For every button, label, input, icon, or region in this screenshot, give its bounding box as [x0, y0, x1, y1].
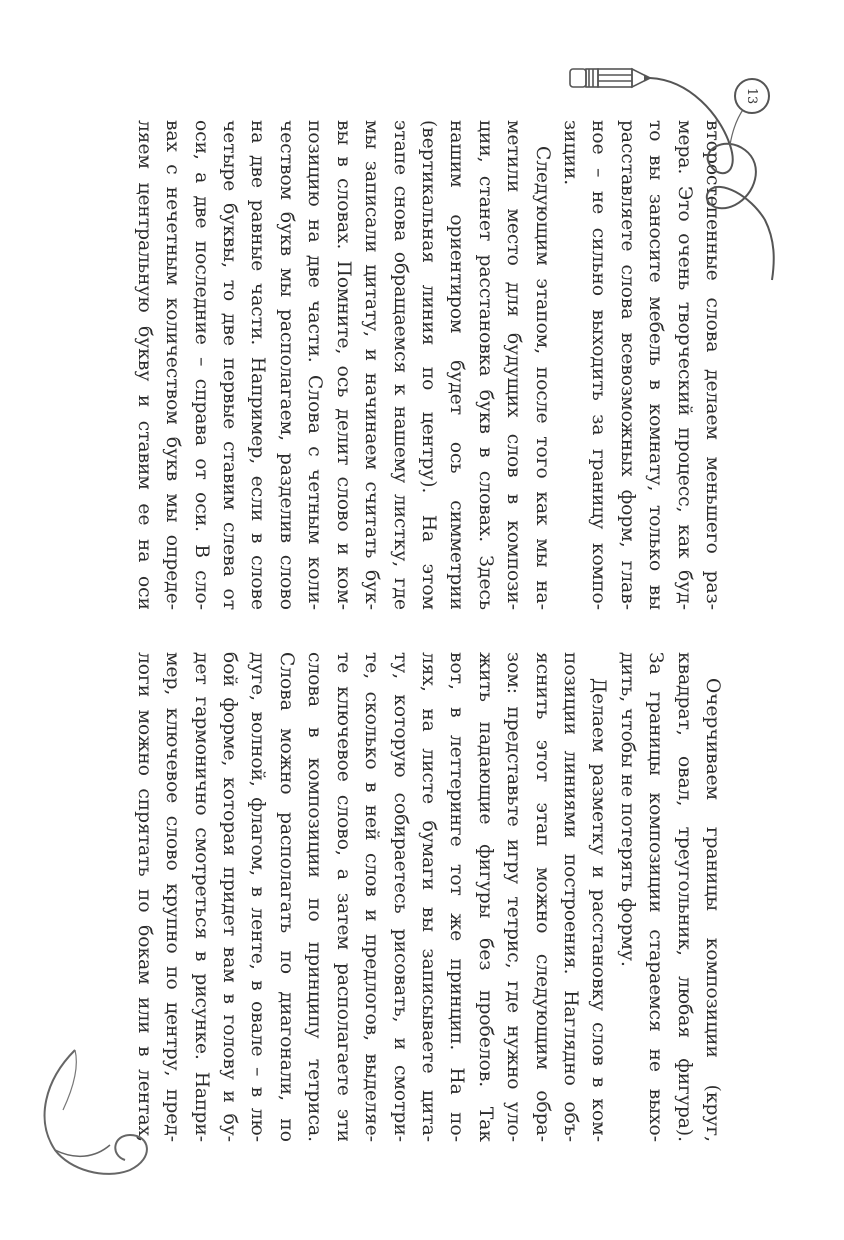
text-line: квадрат, овал, треугольник, любая фигура).	[673, 652, 695, 1142]
text-line: на две равные части. Например, если в слове	[247, 120, 269, 610]
text-line: то вы заносите мебель в комнату, только вы	[645, 120, 667, 610]
text-line: зиции.	[559, 120, 581, 186]
text-line: яснить этот этап можно следующим обра-	[531, 652, 553, 1142]
text-line: логи можно спрятать по бокам или в лентах,	[133, 652, 155, 1142]
text-line: лях, на листе бумаги вы записываете цита-	[417, 652, 439, 1142]
text-line: бой форме, которая придет вам в голову и бу-	[219, 652, 241, 1142]
text-line: зом: представьте игру тетрис, где нужно уло-	[503, 652, 525, 1142]
text-line: (вертикальная линия по центру). На этом	[417, 120, 439, 610]
text-line: мы записали цитату, и начинаем считать бук-	[361, 120, 383, 610]
text-line: позицию на две части. Слова с четным коли-	[304, 120, 326, 610]
page-number: 13	[734, 78, 770, 114]
text-line: те ключевое слово, а затем располагаете эти	[332, 652, 354, 1142]
text-line: оси, а две последние – справа от оси. В сло-	[190, 120, 212, 610]
flourish-ornament-icon	[35, 1040, 165, 1190]
text-line: расставляете слова всевозможных форм, глав-	[616, 120, 638, 610]
text-line: те, сколько в ней слов и предлогов, выделяе-	[361, 652, 383, 1142]
text-line: четыре буквы, то две первые ставим слева от	[219, 120, 241, 610]
text-line: второстепенные слова делаем меньшего раз-	[702, 120, 723, 610]
text-line: слова в композиции по принципу тетриса.	[304, 652, 326, 1142]
text-line: нашим ориентиром будет ось симметрии	[446, 120, 468, 610]
text-line: мер, ключевое слово крупно по центру, пред-	[162, 652, 184, 1142]
text-line: жить падающие фигуры без пробелов. Так	[474, 652, 496, 1142]
text-line: вах с нечетным количеством букв мы опреде-	[162, 120, 184, 610]
text-line: ное – не сильно выходить за границу компо-	[588, 120, 610, 610]
text-line: ту, которую собираетесь рисовать, и смотри-	[389, 652, 411, 1142]
text-line: этапе снова обращаемся к нашему листку, где	[389, 120, 411, 610]
text-line: вы в словах. Помните, ось делит слово и ком-	[332, 120, 354, 610]
text-line: Очерчиваем границы композиции (круг,	[702, 678, 723, 1142]
text-line: ляем центральную букву и ставим ее на оси	[133, 120, 155, 610]
text-line: мера. Это очень творческий процесс, как буд-	[673, 120, 695, 610]
text-line: чеством букв мы располагаем, разделив слово	[275, 120, 297, 610]
text-line: метили место для будущих слов в компози-	[503, 120, 525, 610]
text-line: Делаем разметку и расстановку слов в ком-	[588, 678, 610, 1142]
text-line: дить, чтобы не потерять форму.	[616, 652, 638, 967]
text-line: ции, станет расстановка букв в словах. Здесь	[474, 120, 496, 610]
text-column-left	[128, 652, 726, 1142]
text-line: Слова можно располагать по диагонали, по	[275, 652, 297, 1142]
text-line: Следующим этапом, после того как мы на-	[531, 146, 553, 610]
text-line: дет гармонично смотреться в рисунке. Напри-	[190, 652, 212, 1142]
text-line: За границы композиции стараемся не выхо-	[645, 652, 667, 1142]
text-line: позиции линиями построения. Наглядно объ-	[559, 652, 581, 1142]
text-line: дуге, волной, флагом, в ленте, в овале – в лю-	[247, 652, 269, 1142]
text-line: вот, в леттеринге тот же принцип. На по-	[446, 652, 468, 1142]
